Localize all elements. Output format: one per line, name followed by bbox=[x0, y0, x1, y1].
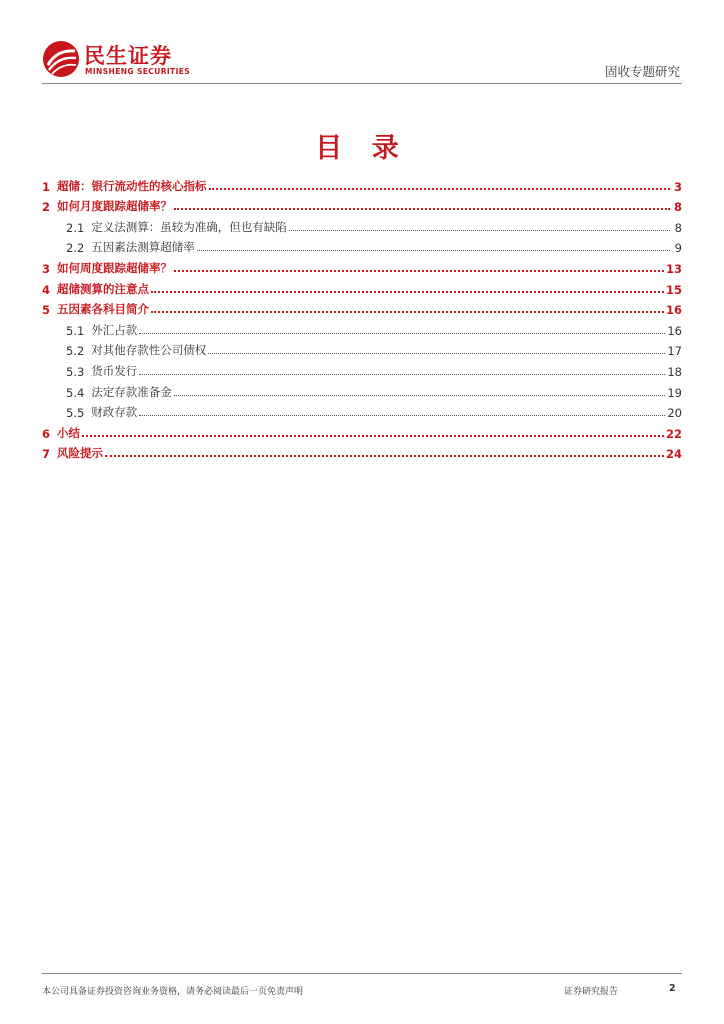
toc-entry-number: 1 bbox=[42, 179, 51, 194]
toc-entry-label: 风险提示 bbox=[57, 446, 104, 461]
toc-dot-leader bbox=[174, 395, 666, 396]
toc-entry[interactable] bbox=[42, 235, 682, 256]
toc-entry-page: 17 bbox=[667, 344, 682, 359]
toc-entry-page: 8 bbox=[674, 220, 682, 235]
toc-entry[interactable] bbox=[42, 276, 682, 297]
brand-logo bbox=[42, 40, 262, 80]
toc-entry[interactable] bbox=[42, 358, 682, 379]
toc-dot-leader bbox=[197, 250, 670, 251]
brand-name-cn: 民生证券 bbox=[84, 44, 172, 68]
toc-entry-label: 对其他存款性公司债权 bbox=[91, 343, 207, 358]
toc-entry-page: 8 bbox=[673, 200, 682, 215]
minsheng-logo-icon bbox=[42, 40, 80, 78]
page-header bbox=[42, 38, 682, 84]
toc-entry-page: 16 bbox=[667, 323, 682, 338]
toc-entry[interactable] bbox=[42, 400, 682, 421]
toc-dot-leader bbox=[139, 333, 665, 334]
toc-dot-leader bbox=[209, 188, 670, 190]
toc-entry[interactable] bbox=[42, 194, 682, 215]
toc-entry-page: 16 bbox=[665, 303, 682, 318]
toc-entry-label: 法定存款准备金 bbox=[91, 384, 172, 399]
toc-entry[interactable] bbox=[42, 173, 682, 194]
footer-doc-type: 证券研究报告 bbox=[564, 987, 619, 997]
toc-entry-label: 如何周度跟踪超储率？ bbox=[57, 260, 173, 275]
toc-entry-label: 五因素法测算超储率 bbox=[91, 240, 195, 255]
toc-entry[interactable] bbox=[42, 420, 682, 441]
toc-entry-number: 7 bbox=[42, 447, 51, 462]
toc-dot-leader bbox=[151, 311, 664, 313]
toc-entry-number: 5.2 bbox=[66, 344, 85, 359]
toc-dot-leader bbox=[174, 270, 664, 272]
report-category: 固收专题研究 bbox=[604, 64, 680, 79]
toc-dot-leader bbox=[82, 435, 664, 437]
toc-title: 目 录 bbox=[315, 133, 409, 164]
toc-entry[interactable] bbox=[42, 317, 682, 338]
toc-dot-leader bbox=[139, 415, 665, 416]
toc-entry-page: 24 bbox=[665, 447, 682, 462]
toc-entry[interactable] bbox=[42, 214, 682, 235]
toc-entry-page: 19 bbox=[667, 385, 682, 400]
toc-entry[interactable] bbox=[42, 297, 682, 318]
toc-entry-number: 2.2 bbox=[66, 241, 85, 256]
footer-divider bbox=[42, 973, 682, 974]
toc-entry-page: 9 bbox=[674, 241, 682, 256]
toc-entry-number: 5.3 bbox=[66, 364, 85, 379]
toc-entry-number: 5 bbox=[42, 303, 51, 318]
toc-entry-page: 3 bbox=[673, 179, 682, 194]
toc-entry-number: 3 bbox=[42, 261, 51, 276]
toc-entry-number: 6 bbox=[42, 426, 51, 441]
toc-entry-label: 财政存款 bbox=[91, 405, 138, 420]
toc-entry-page: 20 bbox=[667, 406, 682, 421]
toc-entry-label: 货币发行 bbox=[91, 363, 138, 378]
toc-dot-leader bbox=[139, 374, 665, 375]
toc-entry[interactable] bbox=[42, 441, 682, 462]
toc-entry-page: 18 bbox=[667, 364, 682, 379]
toc-entry-label: 小结 bbox=[57, 425, 81, 440]
header-divider bbox=[42, 83, 682, 84]
toc-dot-leader bbox=[151, 291, 664, 293]
toc-entry[interactable] bbox=[42, 379, 682, 400]
brand-name-en: MINSHENG SECURITIES bbox=[85, 67, 191, 76]
toc-entry-number: 4 bbox=[42, 282, 51, 297]
toc-entry-page: 15 bbox=[665, 282, 682, 297]
toc-entry-label: 超储测算的注意点 bbox=[57, 281, 150, 296]
toc-dot-leader bbox=[174, 208, 670, 210]
toc-entry-label: 外汇占款 bbox=[91, 322, 138, 337]
toc-entry-label: 超储：银行流动性的核心指标 bbox=[57, 178, 207, 193]
toc-entry-label: 五因素各科目简介 bbox=[57, 302, 150, 317]
toc-dot-leader bbox=[289, 230, 670, 231]
toc-dot-leader bbox=[208, 353, 665, 354]
toc-entry-label: 如何月度跟踪超储率？ bbox=[57, 199, 173, 214]
toc-entry-number: 5.4 bbox=[66, 385, 85, 400]
table-of-contents bbox=[42, 173, 682, 461]
footer-page-number: 2 bbox=[669, 983, 676, 994]
toc-entry-number: 2.1 bbox=[66, 220, 85, 235]
toc-entry[interactable] bbox=[42, 338, 682, 359]
toc-entry-number: 2 bbox=[42, 200, 51, 215]
toc-entry-label: 定义法测算：虽较为准确，但也有缺陷 bbox=[91, 219, 287, 234]
toc-entry-page: 13 bbox=[665, 261, 682, 276]
toc-entry-number: 5.5 bbox=[66, 406, 85, 421]
toc-entry-number: 5.1 bbox=[66, 323, 85, 338]
footer-disclaimer: 本公司具备证券投资咨询业务资格，请务必阅读最后一页免责声明 bbox=[42, 987, 304, 997]
toc-dot-leader bbox=[105, 455, 664, 457]
toc-entry-page: 22 bbox=[665, 426, 682, 441]
toc-entry[interactable] bbox=[42, 255, 682, 276]
